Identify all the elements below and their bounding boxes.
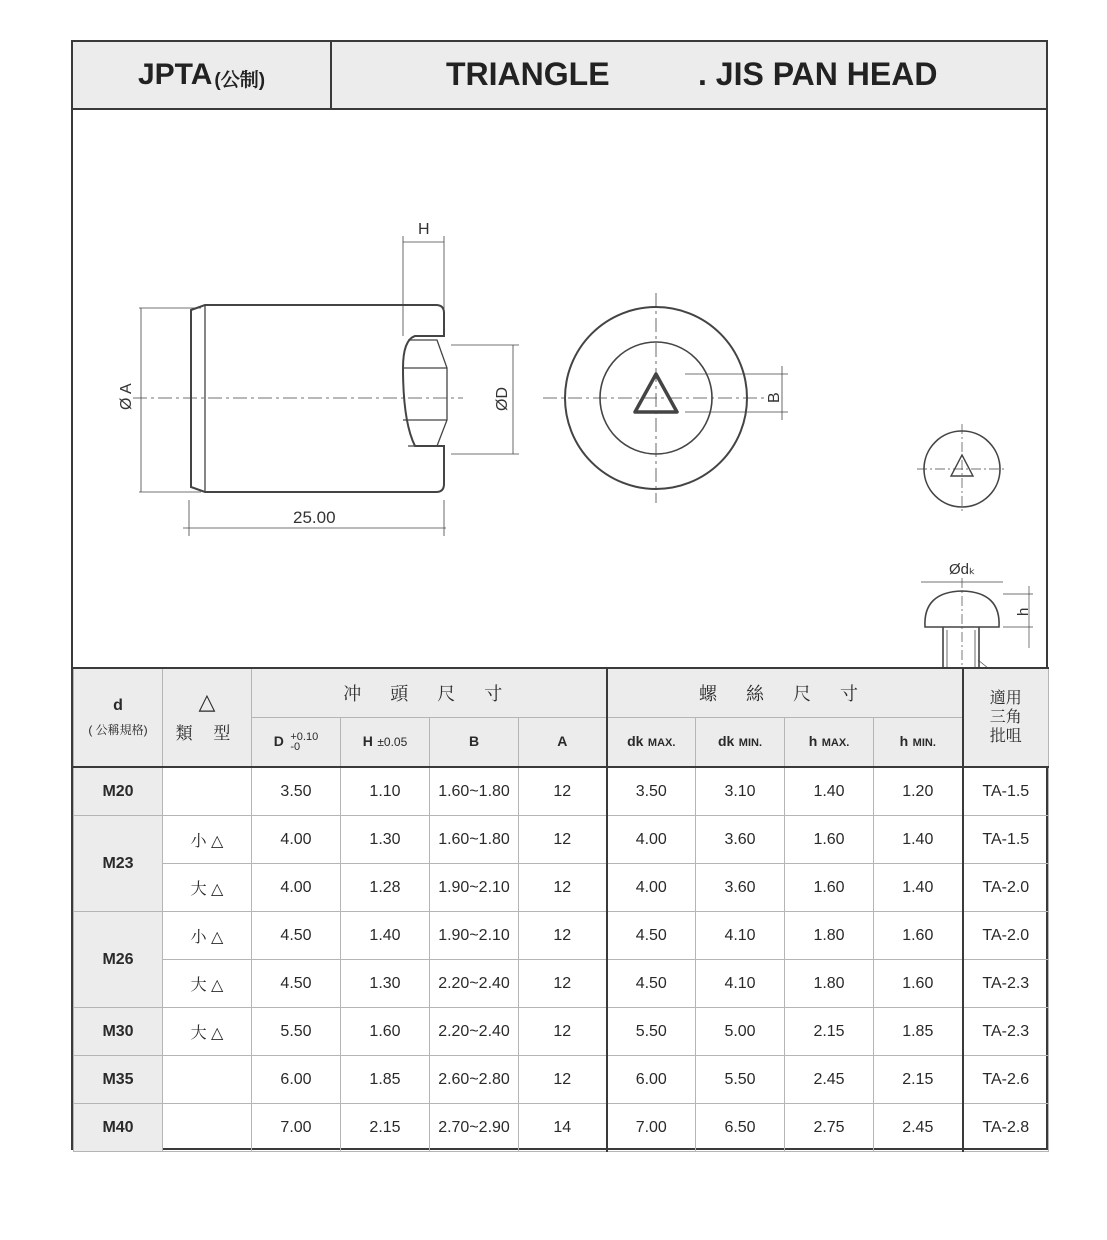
table-row	[74, 1056, 1049, 1104]
cell-H: 1.30	[341, 816, 430, 864]
table-row	[74, 767, 1049, 816]
type-cell	[163, 767, 252, 816]
cell-h-max: 1.80	[785, 960, 874, 1008]
cell-h-min: 2.45	[874, 1104, 963, 1152]
cell-dk-min: 4.10	[696, 960, 785, 1008]
cell-B: 1.90~2.10	[430, 864, 519, 912]
col-header-H: H ±0.05	[341, 718, 430, 768]
size-cell: M26	[74, 912, 163, 1008]
group-header-screw: 螺 絲 尺 寸	[607, 668, 963, 718]
cell-D: 7.00	[252, 1104, 341, 1152]
cell-H: 1.30	[341, 960, 430, 1008]
type-cell: 大 △	[163, 960, 252, 1008]
cell-A: 12	[519, 864, 607, 912]
cell-dk-min: 4.10	[696, 912, 785, 960]
cell-dk-min: 5.50	[696, 1056, 785, 1104]
col-header-D: D +0.10 -0	[252, 718, 341, 768]
cell-h-min: 1.40	[874, 816, 963, 864]
cell-dk-max: 6.00	[607, 1056, 696, 1104]
group-header-punch: 冲 頭 尺 寸	[252, 668, 607, 718]
spec-table	[73, 667, 1049, 1152]
cell-A: 12	[519, 1008, 607, 1056]
sheet-header	[73, 42, 1046, 110]
cell-D: 3.50	[252, 767, 341, 816]
label-dk: Ødₖ	[949, 561, 976, 578]
cell-H: 1.28	[341, 864, 430, 912]
label-b: B	[766, 392, 783, 403]
cell-D: 4.50	[252, 960, 341, 1008]
cell-A: 12	[519, 1056, 607, 1104]
cell-dk-max: 4.00	[607, 864, 696, 912]
cell-B: 2.20~2.40	[430, 960, 519, 1008]
cell-A: 12	[519, 767, 607, 816]
cell-dk-max: 3.50	[607, 767, 696, 816]
cell-h-max: 2.15	[785, 1008, 874, 1056]
cell-dk-max: 4.50	[607, 912, 696, 960]
col-header-dk-min: dk MIN.	[696, 718, 785, 768]
cell-H: 2.15	[341, 1104, 430, 1152]
col-header-d: d ( 公稱規格)	[74, 668, 163, 767]
cell-H: 1.85	[341, 1056, 430, 1104]
cell-B: 1.60~1.80	[430, 767, 519, 816]
col-header-B: B	[430, 718, 519, 768]
size-cell: M40	[74, 1104, 163, 1152]
cell-D: 6.00	[252, 1056, 341, 1104]
cell-h-min: 1.60	[874, 912, 963, 960]
col-header-type: △ 類 型	[163, 668, 252, 767]
cell-dk-max: 4.00	[607, 816, 696, 864]
cell-B: 2.20~2.40	[430, 1008, 519, 1056]
col-header-A: A	[519, 718, 607, 768]
cell-dk-min: 3.60	[696, 816, 785, 864]
cell-dk-max: 4.50	[607, 960, 696, 1008]
cell-A: 12	[519, 960, 607, 1008]
cell-H: 1.40	[341, 912, 430, 960]
cell-D: 4.50	[252, 912, 341, 960]
label-length: 25.00	[293, 508, 336, 527]
cell-applicable-bit: TA-2.0	[963, 864, 1049, 912]
cell-applicable-bit: TA-2.3	[963, 960, 1049, 1008]
type-cell: 小 △	[163, 912, 252, 960]
cell-B: 1.60~1.80	[430, 816, 519, 864]
cell-h-max: 2.45	[785, 1056, 874, 1104]
table-row	[74, 864, 1049, 912]
cell-dk-max: 5.50	[607, 1008, 696, 1056]
cell-h-max: 2.75	[785, 1104, 874, 1152]
cell-A: 12	[519, 912, 607, 960]
title-jis-pan-head: . JIS PAN HEAD	[698, 56, 938, 92]
cell-B: 1.90~2.10	[430, 912, 519, 960]
type-cell: 小 △	[163, 816, 252, 864]
cell-B: 2.70~2.90	[430, 1104, 519, 1152]
cell-h-max: 1.80	[785, 912, 874, 960]
cell-applicable-bit: TA-1.5	[963, 767, 1049, 816]
cell-A: 12	[519, 816, 607, 864]
table-row	[74, 1008, 1049, 1056]
cell-h-max: 1.40	[785, 767, 874, 816]
cell-A: 14	[519, 1104, 607, 1152]
size-cell: M20	[74, 767, 163, 816]
cell-B: 2.60~2.80	[430, 1056, 519, 1104]
model-code: JPTA	[137, 58, 213, 91]
cell-h-min: 2.15	[874, 1056, 963, 1104]
cell-h-min: 1.60	[874, 960, 963, 1008]
cell-H: 1.10	[341, 767, 430, 816]
cell-D: 5.50	[252, 1008, 341, 1056]
cell-h-min: 1.20	[874, 767, 963, 816]
cell-applicable-bit: TA-1.5	[963, 816, 1049, 864]
type-cell: 大 △	[163, 1008, 252, 1056]
cell-D: 4.00	[252, 864, 341, 912]
type-cell	[163, 1056, 252, 1104]
cell-h-max: 1.60	[785, 816, 874, 864]
cell-h-min: 1.85	[874, 1008, 963, 1056]
table-row	[74, 816, 1049, 864]
cell-dk-min: 5.00	[696, 1008, 785, 1056]
spec-sheet	[71, 40, 1048, 1150]
col-header-h-max: h MAX.	[785, 718, 874, 768]
type-cell: 大 △	[163, 864, 252, 912]
cell-h-max: 1.60	[785, 864, 874, 912]
triangle-icon: △	[198, 689, 216, 714]
model-cell	[73, 42, 332, 108]
cell-applicable-bit: TA-2.6	[963, 1056, 1049, 1104]
size-cell: M30	[74, 1008, 163, 1056]
cell-dk-min: 3.10	[696, 767, 785, 816]
title-triangle: TRIANGLE	[446, 56, 610, 92]
col-header-applicable-bit: 適用 三角 批咀	[963, 668, 1049, 767]
model-unit: (公制)	[214, 69, 266, 91]
cell-applicable-bit: TA-2.8	[963, 1104, 1049, 1152]
type-cell	[163, 1104, 252, 1152]
label-a: Ø A	[118, 383, 135, 410]
table-row	[74, 912, 1049, 960]
table-row	[74, 960, 1049, 1008]
label-h: H	[418, 221, 430, 238]
label-h-small: h	[1015, 607, 1032, 616]
col-header-h-min: h MIN.	[874, 718, 963, 768]
cell-h-min: 1.40	[874, 864, 963, 912]
table-row	[74, 1104, 1049, 1152]
cell-H: 1.60	[341, 1008, 430, 1056]
cell-dk-max: 7.00	[607, 1104, 696, 1152]
cell-dk-min: 6.50	[696, 1104, 785, 1152]
technical-drawing	[73, 108, 1046, 668]
cell-applicable-bit: TA-2.0	[963, 912, 1049, 960]
cell-applicable-bit: TA-2.3	[963, 1008, 1049, 1056]
size-cell: M23	[74, 816, 163, 912]
col-header-dk-max: dk MAX.	[607, 718, 696, 768]
cell-dk-min: 3.60	[696, 864, 785, 912]
label-d: ØD	[494, 387, 511, 411]
size-cell: M35	[74, 1056, 163, 1104]
cell-D: 4.00	[252, 816, 341, 864]
drawing-svg	[73, 108, 1046, 668]
